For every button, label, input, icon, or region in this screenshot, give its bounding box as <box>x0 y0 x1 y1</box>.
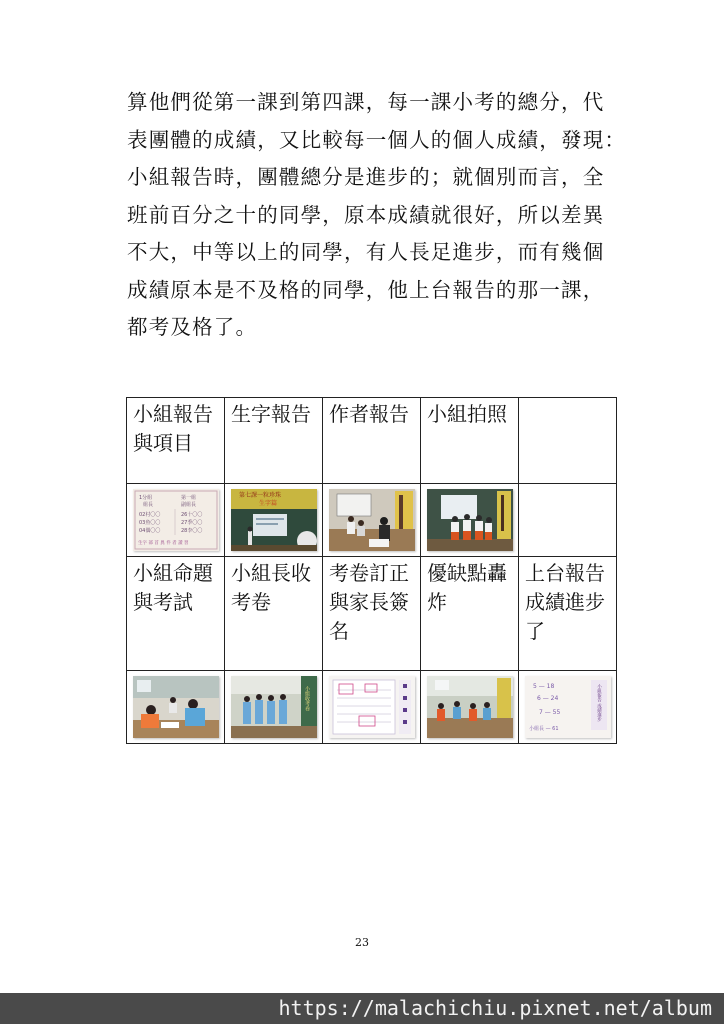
table-cell: 優缺點轟炸 <box>421 557 519 671</box>
photo-cell <box>421 671 519 744</box>
page-number: 23 <box>355 936 369 949</box>
photo-cell <box>421 484 519 557</box>
photo-cell <box>225 671 323 744</box>
table-row <box>127 557 617 671</box>
paragraph-line: 不大，中等以上的同學，有人長足進步，而有幾個 <box>127 240 605 264</box>
roster-text: 28李〇〇 <box>180 528 202 534</box>
group-roster-photo <box>133 489 219 551</box>
roster-text: 26十〇〇 <box>180 512 202 518</box>
paragraph-line: 都考及格了。 <box>127 315 258 339</box>
feedback-discussion-photo <box>427 676 513 738</box>
table-cell: 小組報告與項目 <box>127 398 225 484</box>
quiz-writing-photo <box>133 676 219 738</box>
photo-cell <box>225 484 323 557</box>
table-cell: 生字報告 <box>225 398 323 484</box>
table-cell: 上台報告成績進步了 <box>519 557 617 671</box>
photo-cell <box>323 671 421 744</box>
score-text: 5 — 18 <box>532 683 554 690</box>
roster-text: 1分組 <box>138 495 152 501</box>
paragraph-line: 算他們從第一課到第四課，每一課小考的總分，代 <box>127 90 605 114</box>
board-subtitle: 生字篇 <box>258 500 277 507</box>
group-photo <box>427 489 513 551</box>
roster-text: 04偶〇〇 <box>138 528 160 534</box>
collect-papers-photo <box>231 676 317 738</box>
author-report-photo <box>329 489 415 551</box>
paragraph-line: 成績原本是不及格的同學，他上台報告的那一課， <box>127 277 605 302</box>
source-watermark: https://malachichiu.pixnet.net/album <box>0 993 724 1024</box>
table-row <box>127 398 617 484</box>
table-cell: 考卷訂正與家長簽名 <box>323 557 421 671</box>
paragraph-line: 班前百分之十的同學，原本成績就很好，所以差異 <box>127 202 605 227</box>
side-caption: 小組報告 成績進步 <box>596 684 601 722</box>
activity-photo-table <box>126 397 617 744</box>
table-cell: 小組命題與考試 <box>127 557 225 671</box>
table-cell: 作者報告 <box>323 398 421 484</box>
photo-cell <box>127 671 225 744</box>
table-cell: 小組拍照 <box>421 398 519 484</box>
photo-cell <box>323 484 421 557</box>
roster-text: 第一組 <box>180 495 196 501</box>
score-progress-photo <box>525 676 611 738</box>
table-row <box>127 671 617 744</box>
photo-cell <box>127 484 225 557</box>
board-title: 第七課一粒珍珠 <box>238 492 281 499</box>
signed-exam-photo <box>329 676 415 738</box>
roster-text: 03魚〇〇 <box>138 520 160 526</box>
score-text: 小組長 — 61 <box>528 726 559 732</box>
body-paragraph <box>127 84 627 347</box>
photo-cell <box>519 671 617 744</box>
empty-photo-cell <box>519 484 617 557</box>
score-text: 7 — 55 <box>538 709 560 716</box>
roster-footer: 生字 部 首 異 件 者 讀 習 <box>137 541 189 546</box>
table-cell <box>519 398 617 484</box>
paragraph-line: 小組報告時，團體總分是進步的；就個別而言，全 <box>127 165 605 189</box>
paragraph-line: 表團體的成績，又比較每一個人的個人成績，發現： <box>127 127 627 152</box>
roster-text: 27季〇〇 <box>180 520 202 526</box>
roster-text: 副組長 <box>180 502 196 508</box>
vocabulary-report-photo <box>231 489 317 551</box>
roster-text: 組長 <box>142 502 153 508</box>
roster-text: 02村〇〇 <box>138 512 160 518</box>
score-text: 6 — 24 <box>536 695 558 702</box>
banner-text: 小組收考卷 <box>303 686 310 711</box>
table-row <box>127 484 617 557</box>
table-cell: 小組長收考卷 <box>225 557 323 671</box>
